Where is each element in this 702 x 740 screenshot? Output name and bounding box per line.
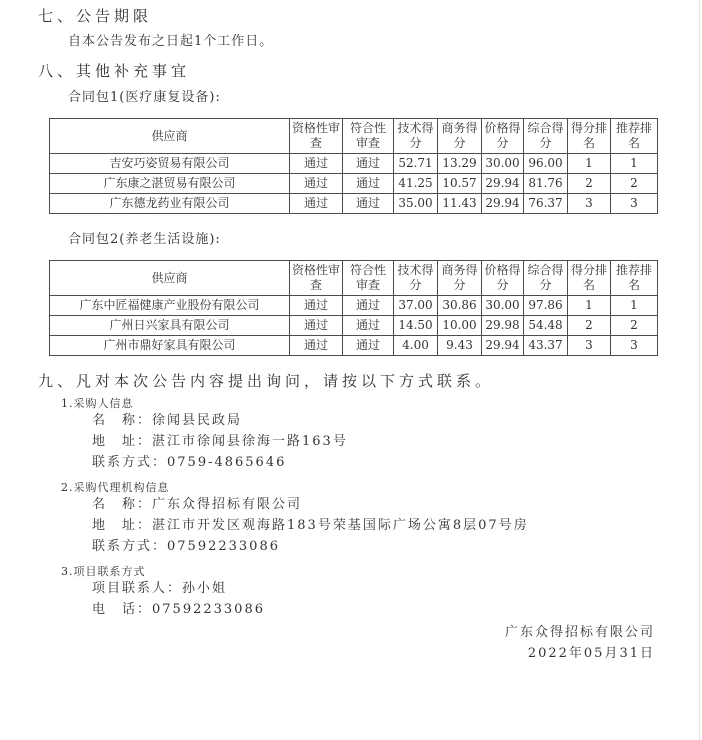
qualification-cell: 通过: [290, 154, 343, 174]
col-header-compliance-review: 符合性审查: [343, 261, 394, 296]
section-7-body: 自本公告发布之日起1个工作日。: [68, 34, 274, 49]
table-header-row: [50, 261, 658, 296]
table-row: [50, 154, 658, 174]
technical-score-cell: 4.00: [394, 336, 438, 356]
table-row: [50, 316, 658, 336]
qualification-cell: 通过: [290, 296, 343, 316]
supplier-cell: 广州日兴家具有限公司: [50, 316, 290, 336]
overall-score-cell: 76.37: [524, 194, 568, 214]
recommend-rank-cell: 2: [611, 316, 658, 336]
technical-score-cell: 14.50: [394, 316, 438, 336]
project-contact-phone: 电 话：07592233086: [92, 602, 265, 617]
col-header-technical-score: 技术得分: [394, 261, 438, 296]
compliance-cell: 通过: [343, 296, 394, 316]
section-8-heading: 八、其他补充事宜: [38, 62, 191, 80]
table-row: [50, 174, 658, 194]
score-rank-cell: 1: [568, 296, 611, 316]
overall-score-cell: 81.76: [524, 174, 568, 194]
col-header-business-score: 商务得分: [438, 119, 482, 154]
score-rank-cell: 3: [568, 336, 611, 356]
col-header-recommend-rank: 推荐排名: [611, 119, 658, 154]
purchaser-phone: 联系方式：0759-4865646: [92, 455, 287, 470]
table-row: [50, 336, 658, 356]
package-2-title: 合同包2(养老生活设施):: [68, 232, 221, 247]
recommend-rank-cell: 3: [611, 336, 658, 356]
price-score-cell: 29.94: [482, 174, 524, 194]
recommend-rank-cell: 3: [611, 194, 658, 214]
evaluation-table-package-1: [49, 118, 658, 214]
col-header-price-score: 价格得分: [482, 119, 524, 154]
project-contact-person: 项目联系人：孙小姐: [92, 581, 228, 596]
price-score-cell: 30.00: [482, 296, 524, 316]
compliance-cell: 通过: [343, 194, 394, 214]
project-contact-title: 3.项目联系方式: [61, 565, 146, 578]
purchaser-address: 地 址：湛江市徐闻县徐海一路163号: [92, 434, 348, 449]
col-header-supplier: 供应商: [50, 119, 290, 154]
overall-score-cell: 54.48: [524, 316, 568, 336]
col-header-supplier: 供应商: [50, 261, 290, 296]
recommend-rank-cell: 1: [611, 154, 658, 174]
table-row: [50, 194, 658, 214]
overall-score-cell: 96.00: [524, 154, 568, 174]
table-header-row: [50, 119, 658, 154]
col-header-price-score: 价格得分: [482, 261, 524, 296]
col-header-score-rank: 得分排名: [568, 119, 611, 154]
supplier-cell: 吉安巧姿贸易有限公司: [50, 154, 290, 174]
col-header-overall-score: 综合得分: [524, 261, 568, 296]
agency-phone: 联系方式：07592233086: [92, 539, 280, 554]
price-score-cell: 29.98: [482, 316, 524, 336]
business-score-cell: 13.29: [438, 154, 482, 174]
agency-name: 名 称：广东众得招标有限公司: [92, 497, 303, 512]
supplier-cell: 广东德龙药业有限公司: [50, 194, 290, 214]
col-header-qualification-review: 资格性审查: [290, 119, 343, 154]
supplier-cell: 广州市鼎好家具有限公司: [50, 336, 290, 356]
agency-address: 地 址：湛江市开发区观海路183号荣基国际广场公寓8层07号房: [92, 518, 529, 533]
signature-company: 广东众得招标有限公司: [504, 625, 655, 640]
col-header-compliance-review: 符合性审查: [343, 119, 394, 154]
supplier-cell: 广东康之湛贸易有限公司: [50, 174, 290, 194]
purchaser-info-title: 1.采购人信息: [61, 397, 134, 410]
score-rank-cell: 2: [568, 174, 611, 194]
evaluation-table-package-2: [49, 260, 658, 356]
compliance-cell: 通过: [343, 174, 394, 194]
signature-block: [0, 622, 655, 664]
overall-score-cell: 97.86: [524, 296, 568, 316]
compliance-cell: 通过: [343, 336, 394, 356]
score-rank-cell: 3: [568, 194, 611, 214]
recommend-rank-cell: 1: [611, 296, 658, 316]
col-header-technical-score: 技术得分: [394, 119, 438, 154]
col-header-qualification-review: 资格性审查: [290, 261, 343, 296]
qualification-cell: 通过: [290, 336, 343, 356]
technical-score-cell: 41.25: [394, 174, 438, 194]
price-score-cell: 29.94: [482, 336, 524, 356]
col-header-score-rank: 得分排名: [568, 261, 611, 296]
page-right-edge: [699, 0, 700, 740]
section-9-heading: 九、凡对本次公告内容提出询问，请按以下方式联系。: [38, 372, 495, 390]
price-score-cell: 30.00: [482, 154, 524, 174]
technical-score-cell: 52.71: [394, 154, 438, 174]
col-header-recommend-rank: 推荐排名: [611, 261, 658, 296]
qualification-cell: 通过: [290, 174, 343, 194]
business-score-cell: 30.86: [438, 296, 482, 316]
business-score-cell: 11.43: [438, 194, 482, 214]
supplier-cell: 广东中匠福健康产业股份有限公司: [50, 296, 290, 316]
compliance-cell: 通过: [343, 316, 394, 336]
table-row: [50, 296, 658, 316]
business-score-cell: 10.57: [438, 174, 482, 194]
qualification-cell: 通过: [290, 194, 343, 214]
signature-date: 2022年05月31日: [527, 646, 655, 661]
score-rank-cell: 2: [568, 316, 611, 336]
agency-info-title: 2.采购代理机构信息: [61, 481, 170, 494]
qualification-cell: 通过: [290, 316, 343, 336]
section-7-heading: 七、公告期限: [38, 7, 153, 25]
technical-score-cell: 37.00: [394, 296, 438, 316]
technical-score-cell: 35.00: [394, 194, 438, 214]
recommend-rank-cell: 2: [611, 174, 658, 194]
business-score-cell: 10.00: [438, 316, 482, 336]
col-header-business-score: 商务得分: [438, 261, 482, 296]
purchaser-name: 名 称：徐闻县民政局: [92, 413, 243, 428]
overall-score-cell: 43.37: [524, 336, 568, 356]
col-header-overall-score: 综合得分: [524, 119, 568, 154]
compliance-cell: 通过: [343, 154, 394, 174]
price-score-cell: 29.94: [482, 194, 524, 214]
package-1-title: 合同包1(医疗康复设备):: [68, 90, 221, 105]
score-rank-cell: 1: [568, 154, 611, 174]
business-score-cell: 9.43: [438, 336, 482, 356]
